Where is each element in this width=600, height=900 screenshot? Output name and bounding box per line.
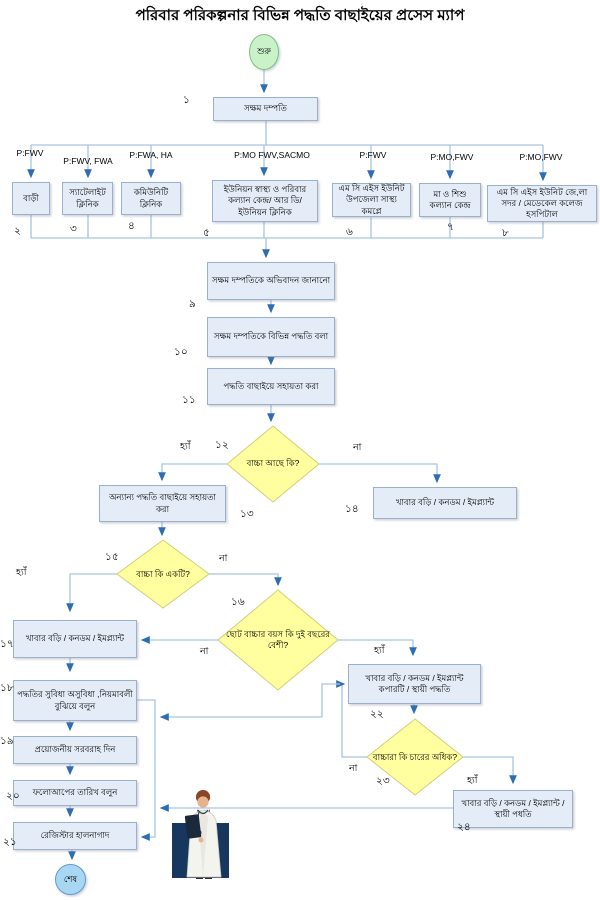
- decision-23-label: বাচ্চারা কি চারের অধিক?: [372, 751, 458, 762]
- decision-12-label: বাচ্চা আছে কি?: [246, 457, 300, 468]
- step-number-24: ২৪: [457, 821, 471, 833]
- node-11-box: পদ্ধতি বাছাইয়ে সহায়তা করা: [207, 368, 335, 405]
- step-number-6: ৬: [346, 226, 353, 238]
- branch-label-yes-16: হ্যাঁ: [374, 645, 385, 656]
- doctor-illustration: [172, 790, 229, 879]
- provider-label-5: P:MO FWV,SACMO: [234, 150, 310, 160]
- node-22-box: খাবার বড়ি / কনডম / ইমপ্ল্যান্ট কপারটি / স্থায়ী পদ্ধতি: [348, 664, 481, 704]
- node-5-box: ইউনিয়ন স্বাস্থ্য ও পরিবার কল্যান কেন্দ্র/ আর ডি/ ইউনিয়ন ক্লিনিক: [212, 180, 318, 222]
- step-number-19: ১৯: [0, 735, 14, 747]
- start-terminal: শুরু: [249, 34, 279, 70]
- branch-label-yes-12: হ্যাঁ: [180, 441, 191, 452]
- end-terminal: শেষ: [55, 864, 86, 895]
- node-19-box: প্রয়োজনীয় সরবরাহ দিন: [13, 736, 137, 764]
- step-number-14: ১৪: [345, 503, 359, 515]
- step-number-5: ৫: [203, 227, 210, 239]
- node-7-box: মা ও শিশু কল্যান কেন্দ্র: [419, 183, 481, 217]
- step-number-22: ২২: [370, 708, 384, 720]
- node-2-box: বাড়ী: [12, 182, 50, 215]
- step-number-4: ৪: [128, 220, 135, 232]
- provider-label-7: P:MO,FWV: [430, 152, 474, 162]
- page-title: পরিবার পরিকল্পনার বিভিন্ন পদ্ধতি বাছাইয়ের প্রসেস ম্যাপ: [135, 7, 465, 24]
- step-number-12: ১২: [215, 439, 229, 451]
- step-number-7: ৭: [447, 221, 454, 233]
- branch-label-yes-23: হ্যাঁ: [467, 775, 478, 786]
- node-8-box: এম সি এইস ইউনিট জে,লা সদর / মেডেকেল কলেজ হসপিটাল: [487, 185, 597, 222]
- step-number-17: ১৭: [0, 638, 14, 650]
- node-17-box: খাবার বড়ি / কনডম / ইমপ্ল্যান্ট: [13, 620, 137, 658]
- step-number-13: ১৩: [240, 508, 254, 520]
- provider-label-4: P:FWA, HA: [129, 150, 173, 160]
- node-18-box: পদ্ধতির সুবিধা অসুবিধা ,নিয়মাবলী বুঝিয়ে বলুন: [13, 680, 137, 721]
- node-21-box: রেজিস্টার হালনাগাদ: [13, 822, 137, 850]
- step-number-9: ৯: [189, 298, 196, 310]
- step-number-16: ১৬: [231, 596, 245, 608]
- node-9-box: সক্ষম দম্পতিকে অভিবাদন জানানো: [207, 262, 335, 300]
- node-10-box: সক্ষম দম্পতিকে বিভিন্ন পদ্ধতি বলা: [207, 317, 335, 357]
- step-number-21: ২১: [3, 836, 17, 848]
- decision-16-label: ছোট বাচ্চার বয়স কি দুই বছরের বেশী?: [226, 629, 330, 650]
- node-14-box: খাবার বড়ি / কনডম / ইমপ্ল্যান্ট: [373, 487, 517, 519]
- provider-label-6: P:FWV: [359, 150, 387, 160]
- branch-label-yes-15: হ্যাঁ: [16, 567, 27, 578]
- provider-label-3: P:FWV, FWA: [63, 156, 113, 166]
- step-number-10: ১০: [174, 346, 188, 358]
- step-number-15: ১৫: [105, 551, 119, 563]
- node-24-box: খাবার বড়ি / কনডম / ইমপ্ল্যান্ট / স্থায়ী পধতি: [453, 790, 573, 828]
- step-number-23: ২৩: [376, 775, 390, 787]
- node-20-box: ফলোআপের তারিখ বলুন: [13, 780, 137, 806]
- node-6-box: এম সি এইস ইউনিট উপজেলা সাস্থ্য কমপ্লে: [332, 183, 411, 217]
- node-4-box: কমিউনিটি ক্লিনিক: [121, 182, 181, 215]
- provider-label-2: P:FWV: [16, 148, 44, 158]
- node-3-box: স্যাটেলাইট ক্লিনিক: [62, 182, 113, 215]
- branch-label-no-15: না: [219, 553, 228, 564]
- node-1-box: সক্ষম দম্পতি: [213, 97, 318, 121]
- step-number-11: ১১: [182, 394, 196, 406]
- branch-label-no-23: না: [349, 763, 358, 774]
- provider-label-8: P:MO,FWV: [519, 152, 563, 162]
- step-number-8: ৮: [502, 227, 509, 239]
- branch-label-no-16: না: [200, 646, 209, 657]
- node-13-box: অন্যান্য পদ্ধতি বাছাইয়ে সহায়তা করা: [99, 485, 226, 522]
- step-number-18: ১৮: [0, 682, 14, 694]
- step-number-2: ২: [14, 225, 21, 237]
- step-number-3: ৩: [70, 223, 77, 235]
- branch-label-no-12: না: [353, 442, 362, 453]
- step-number-20: ২০: [6, 790, 20, 802]
- decision-15-label: বাচ্চা কি একটি?: [136, 568, 190, 579]
- step-number-1: ১: [183, 94, 190, 106]
